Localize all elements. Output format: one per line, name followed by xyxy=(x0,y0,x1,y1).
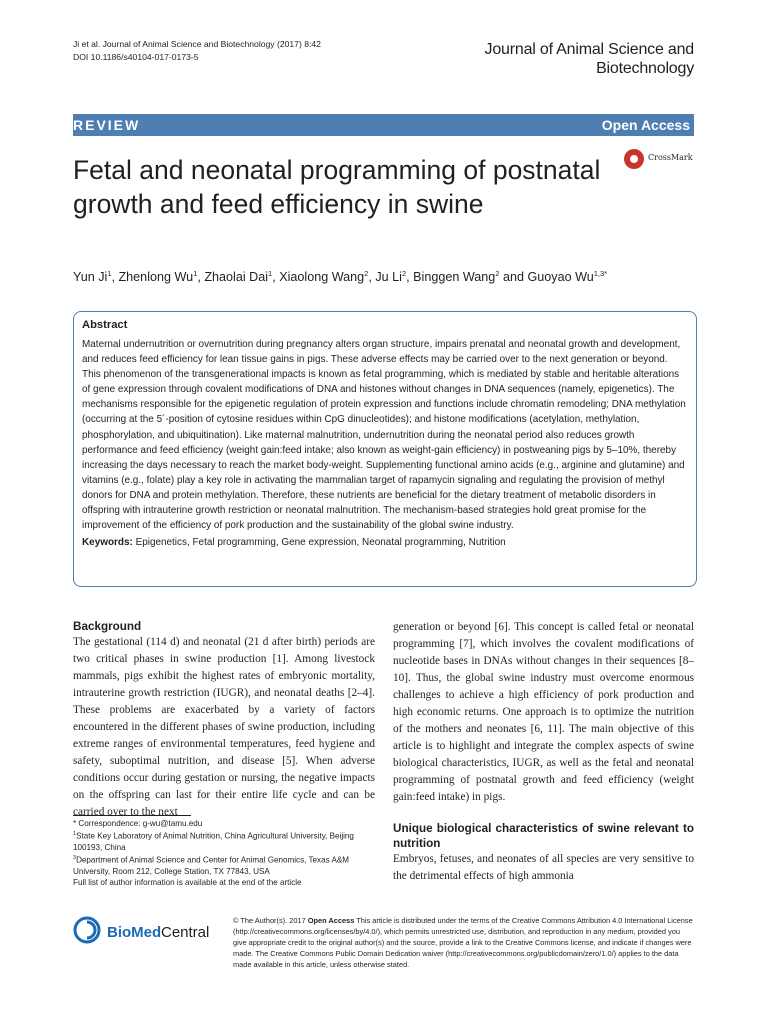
correspondence[interactable]: * Correspondence: g-wu@tamu.edu xyxy=(73,819,203,828)
publisher-name-rest: Central xyxy=(161,924,210,941)
article-type-label: REVIEW xyxy=(73,117,141,133)
license-statement xyxy=(233,916,695,971)
full-author-info-note: Full list of author information is available at the end of the article xyxy=(73,878,302,888)
license-open-access: Open Access xyxy=(307,916,355,925)
author-name[interactable]: Zhenlong Wu xyxy=(118,270,194,285)
journal-name xyxy=(394,40,694,78)
publisher-name-bold: BioMed xyxy=(107,924,162,941)
keywords-list: Epigenetics, Fetal programming, Gene expression, Neonatal programming, Nutrition xyxy=(135,537,506,549)
crossmark-icon xyxy=(624,149,644,169)
crossmark-label: CrossMark xyxy=(648,153,693,162)
article-title: Fetal and neonatal programming of postnatal growth and feed efficiency in swine xyxy=(73,155,601,219)
abstract-heading: Abstract xyxy=(82,319,128,331)
biomed-central-logo[interactable] xyxy=(73,914,223,954)
author-affiliation-marker: 1 xyxy=(193,269,198,278)
section-heading-unique-characteristics: Unique biological characteristics of swine relevant to nutrition xyxy=(393,822,694,850)
author-name[interactable]: Ju Li xyxy=(375,270,402,285)
author-affiliation-marker: 1 xyxy=(268,269,273,278)
journal-name-line1: Journal of Animal Science and xyxy=(484,41,694,58)
citation xyxy=(73,38,321,64)
affiliation-3: $^3$Department of Animal Science and Center for Animal Genomics, Texas A&M University, Room 212, College Station, TX 77843, USA xyxy=(73,855,349,877)
author-name[interactable]: Yun Ji xyxy=(73,270,108,285)
author-affiliation-marker: 2 xyxy=(364,269,369,278)
author-affiliation-marker: 2 xyxy=(401,269,407,278)
abstract-text: Maternal undernutrition or overnutrition during pregnancy alters organ structure, impairs prenatal and neonatal growth and development, and reduces feed efficiency for lean tissue gains in pigs. These adverse effects may be carried over to the next generation or beyond. This phenomenon of the transgenerational impacts is known as fetal programming, which is mediated by stable and heritable alterations of gene expression through covalent modifications of DNA and histones without changes in DNA sequences (namely, epigenetics). The mechanisms responsible for the epigenetic regulation of protein expression and functions include chromatin remodeling; DNA methylation (occurring at the 5´-position of cytosine residues within CpG dinucleotides); and histone modifications (acetylation, methylation, phosphorylation, and ubiquitination). Like maternal malnutrition, undernutrition during the neonatal period also reduces growth performance and feed efficiency (weight gain:feed intake; also known as weight-gain efficiency) in postweaning pigs by 5–10%, thereby increasing the days necessary to reach the market body-weight. Supplementing functional amino acids (e.g., arginine and glutamine) and vitamins (e.g., folate) play a key role in activating the mammalian target of rapamycin signaling and regulating the provision of methyl donors for DNA and protein methylation. Therefore, these nutrients are beneficial for the dietary treatment of metabolic disorders in offspring with intrauterine growth restriction or neonatal malnutrition. The mechanism-based strategies hold great promise for the improvement of the efficiency of pork production and the sustainability of the global swine industry. xyxy=(82,339,686,532)
footnote-divider xyxy=(73,815,191,816)
author-name[interactable]: Guoyao Wu xyxy=(527,270,594,285)
biomed-central-icon xyxy=(73,916,101,944)
crossmark-badge[interactable] xyxy=(624,148,696,170)
unique-characteristics-paragraph: Embryos, fetuses, and neonates of all species are very sensitive to the detrimental effects of high ammonia xyxy=(393,853,694,882)
paragraph-continued: generation or beyond [6]. This concept is called fetal or neonatal programming [7], which involves the covalent modifications of nucleotide bases in DNAs without changes in their sequences [8–10]. Thus, the global swine industry must overcome enormous challenges to achieve a high efficiency of pork production and high economic returns. One approach is to optimize the nutrition of the mothers and neonates [6, 11]. The main objective of this article is to highlight and integrate the complex aspects of swine biological characteristics, IUGR, as well as the fetal and neonatal programming of postnatal growth and feed efficiency (weight gain:feed intake) in pigs. xyxy=(393,621,694,803)
column-left xyxy=(73,619,375,821)
author-affiliation-marker: 1 xyxy=(107,269,112,278)
affiliation-1: $^1$State Key Laboratory of Animal Nutrition, China Agricultural University, Beijing 100193, China xyxy=(73,831,354,853)
abstract-box xyxy=(73,311,697,587)
copyright: © The Author(s). 2017 xyxy=(233,916,306,925)
article-type-banner xyxy=(73,114,694,136)
author-name[interactable]: Zhaolai Dai xyxy=(204,270,269,285)
license-text: This article is distributed under the terms of the Creative Commons Attribution 4.0 International License (http://creativecommons.org/licenses/by/4.0/), which permits unrestricted use, distribution, and reproduction in any medium, provided you give appropriate credit to the original author(s) and the source, provide a link to the Creative Commons license, and indicate if changes were made. The Creative Commons Public Domain Dedication waiver (http://creativecommons.org/publicdomain/zero/1.0/) applies to the data made available in this article, unless otherwise stated. xyxy=(233,916,693,969)
background-paragraph: The gestational (114 d) and neonatal (21 d after birth) periods are two critical phases in swine production [1]. Among livestock mammals, pigs exhibit the highest rates of embryonic mortality, intrauterine growth restriction (IUGR), and neonatal deaths [2–4]. These problems are exacerbated by a variety of factors encountered in the different phases of swine production, including extreme ranges of environmental temperatures, feed hygiene and safety, suboptimal nutrition, and disease [5]. When adverse conditions occur during gestation or nursing, the negative impacts on the offspring can last for their entire life cycle and can be carried over to the next xyxy=(73,636,375,818)
doi-line[interactable]: DOI 10.1186/s40104-017-0173-5 xyxy=(73,52,199,62)
author-name[interactable]: Binggen Wang xyxy=(413,270,496,285)
open-access-label: Open Access xyxy=(601,117,690,133)
footnotes xyxy=(73,818,373,889)
citation-line: Ji et al. Journal of Animal Science and Biotechnology (2017) 8:42 xyxy=(73,39,321,49)
keywords-label: Keywords: xyxy=(82,537,133,549)
author-name[interactable]: Xiaolong Wang xyxy=(279,270,365,285)
section-heading-background: Background xyxy=(73,620,142,633)
keywords xyxy=(82,535,688,550)
author-affiliation-marker: 2 xyxy=(495,269,500,278)
column-right xyxy=(393,619,694,885)
author-affiliation-marker: 1,3* xyxy=(593,269,608,278)
journal-name-line2: Biotechnology xyxy=(596,60,694,77)
author-list: Yun Ji$^1$, Zhenlong Wu$^1$, Zhaolai Dai$^1$, Xiaolong Wang$^2$, Ju Li$^2$, Binggen Wang$^2$ and Guoyao $Wu^{1,3*}$ xyxy=(73,269,608,285)
